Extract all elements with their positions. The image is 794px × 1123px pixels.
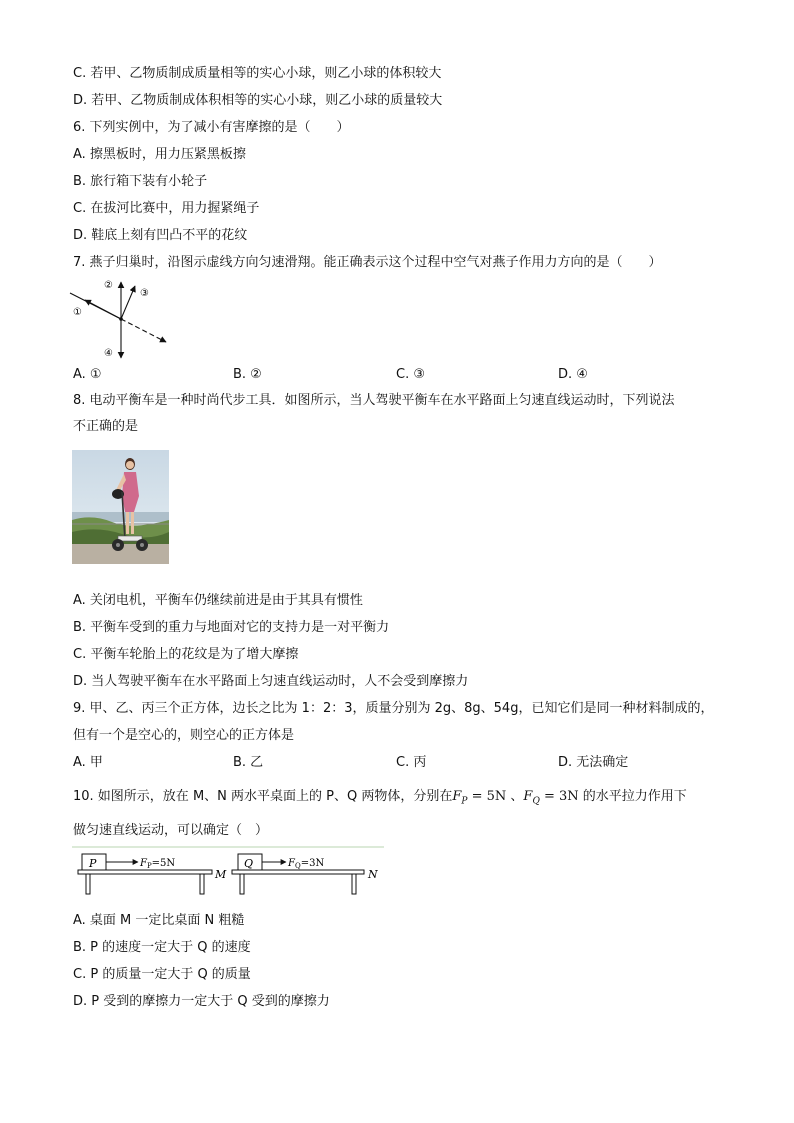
q10-fq-subscript: Q [532,796,540,807]
q10-fq-value: = 3N [539,789,579,804]
q10-table-m-leg-right [200,874,204,894]
q10-block-q-label: Q [244,857,254,870]
q7-arrow-1 [85,300,121,319]
q8-option-c: C. 平衡车轮胎上的花纹是为了增大摩擦 [73,647,299,662]
q10-table-m-leg-left [86,874,90,894]
q7-force-direction-figure [68,278,178,364]
q10-fp-value: = 5N [467,789,507,804]
q7-stem: 7. 燕子归巢时，沿图示虚线方向匀速滑翔。能正确表示这个过程中空气对燕子作用力方向的是（ ） [73,255,662,270]
q8-stem-line-1: 8. 电动平衡车是一种时尚代步工具．如图所示，当人驾驶平衡车在水平路面上匀速直线运动时，下列说法 [73,393,675,408]
q9-option-b: B. 乙 [233,755,264,770]
q10-option-b: B. P 的速度一定大于 Q 的速度 [73,940,251,955]
q9-stem-line-1: 9. 甲、乙、丙三个正方体，边长之比为 1：2：3，质量分别为 2g、8g、54g，已知它们是同一种材料制成的， [73,701,714,716]
q10-stem-line-2: 做匀速直线运动，可以确定（ ） [73,823,269,838]
q8-stem-line-2: 不正确的是 [73,419,139,434]
q10-force-q-label: $F_Q=3N$ [288,858,325,870]
q10-table-m-top [78,870,212,874]
q10-table-m-label: M [215,868,227,881]
q7-option-d: D. ④ [558,367,588,382]
q6-option-c: C. 在拔河比赛中，用力握紧绳子 [73,201,260,216]
q5-option-d: D. 若甲、乙物质制成体积相等的实心小球，则乙小球的质量较大 [73,93,443,108]
q9-option-a: A. 甲 [73,755,103,770]
q10-force-p-label: $F_P=5N$ [140,858,176,870]
q6-option-a: A. 擦黑板时，用力压紧黑板擦 [73,147,246,162]
q10-option-c: C. P 的质量一定大于 Q 的质量 [73,967,251,982]
q10-table-n-label: N [368,868,378,881]
q6-option-d: D. 鞋底上刻有凹凸不平的花纹 [73,228,248,243]
q7-arrow-3 [121,286,135,319]
q9-option-d: D. 无法确定 [558,755,629,770]
q8-balance-scooter-photo [72,450,169,564]
q10-tables-figure [72,846,384,896]
q6-option-b: B. 旅行箱下装有小轮子 [73,174,208,189]
q7-option-a: A. ① [73,367,102,382]
q10-table-n-leg-right [352,874,356,894]
q7-label-4: ④ [104,348,113,359]
q10-table-n-top [232,870,364,874]
q7-label-3: ③ [140,288,149,299]
q7-option-c: C. ③ [396,367,425,382]
q8-option-d: D. 当人驾驶平衡车在水平路面上匀速直线运动时，人不会受到摩擦力 [73,674,469,689]
q8-option-a: A. 关闭电机，平衡车仍继续前进是由于其具有惯性 [73,593,363,608]
q7-swallow-point [119,317,123,321]
q8-option-b: B. 平衡车受到的重力与地面对它的支持力是一对平衡力 [73,620,390,635]
q10-separator: 、 [506,789,524,804]
q10-option-a: A. 桌面 M 一定比桌面 N 粗糙 [73,913,245,928]
q10-stem-post: 的水平拉力作用下 [578,789,687,804]
q7-label-2: ② [104,280,113,291]
q10-table-n-leg-left [240,874,244,894]
q5-option-c: C. 若甲、乙物质制成质量相等的实心小球，则乙小球的体积较大 [73,66,442,81]
q7-label-1: ① [73,307,82,318]
q10-fq-symbol: F [523,789,533,804]
q10-fp-symbol: F [452,789,462,804]
q6-stem: 6. 下列实例中，为了减小有害摩擦的是（ ） [73,120,350,135]
q10-option-d: D. P 受到的摩擦力一定大于 Q 受到的摩擦力 [73,994,330,1009]
q9-option-c: C. 丙 [396,755,427,770]
q10-block-p-label: P [89,857,97,870]
q9-stem-line-2: 但有一个是空心的，则空心的正方体是 [73,728,295,743]
q7-option-b: B. ② [233,367,262,382]
q10-stem-pre: 10. 如图所示，放在 M、N 两水平桌面上的 P、Q 两物体，分别在 [73,789,453,804]
q10-fp-subscript: P [461,796,468,807]
q10-stem-line-1 [73,788,687,811]
q7-flight-path-dashed [121,319,166,342]
